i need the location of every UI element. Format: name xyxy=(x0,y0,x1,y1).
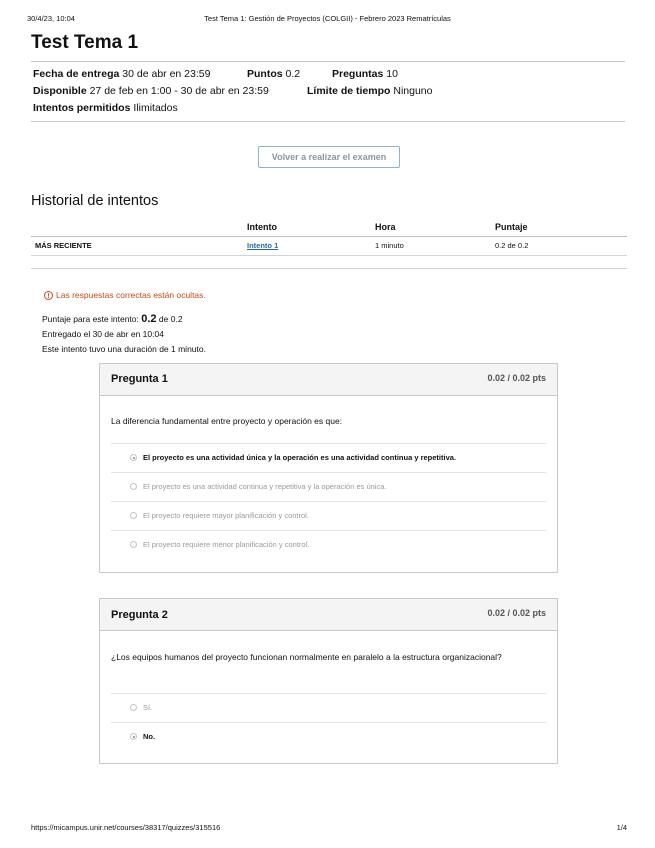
attempt-duration: Este intento tuvo una duración de 1 minuto. xyxy=(42,344,206,354)
answer-option[interactable] xyxy=(111,472,546,501)
question-1 xyxy=(99,363,558,573)
attempt-1-link[interactable]: Intento 1 xyxy=(247,241,279,250)
submitted-date: Entregado el 30 de abr en 10:04 xyxy=(42,329,164,339)
section-divider xyxy=(31,268,627,269)
warning-icon: ! xyxy=(44,291,53,300)
attempts-label: Intentos permitidos xyxy=(33,102,131,114)
questions-value: 10 xyxy=(386,68,398,80)
time-limit xyxy=(307,85,432,97)
answer-option[interactable] xyxy=(111,693,546,722)
time-limit-label: Límite de tiempo xyxy=(307,85,391,97)
history-row-divider xyxy=(31,255,627,256)
due-date xyxy=(33,68,210,80)
page-title: Test Tema 1 xyxy=(31,32,139,53)
due-label: Fecha de entrega xyxy=(33,68,120,80)
print-page-number: 1/4 xyxy=(616,823,627,832)
attempts-value: Ilimitados xyxy=(133,102,178,114)
availability xyxy=(33,85,269,97)
history-row-score: 0.2 de 0.2 xyxy=(495,241,529,250)
history-header-divider xyxy=(31,236,627,237)
answer-option[interactable] xyxy=(111,443,546,472)
radio-icon[interactable] xyxy=(130,483,137,490)
question-text: ¿Los equipos humanos del proyecto funcionan normalmente en paralelo a la estructura organizacional? xyxy=(111,652,502,662)
radio-icon[interactable] xyxy=(130,512,137,519)
question-points: 0.02 / 0.02 pts xyxy=(487,373,546,383)
answer-option[interactable] xyxy=(111,722,546,751)
score-prefix: Puntaje para este intento: xyxy=(42,314,139,324)
question-title: Pregunta 1 xyxy=(111,373,168,385)
radio-selected-icon[interactable] xyxy=(130,454,137,461)
answers-hidden-notice xyxy=(44,290,206,300)
meta-divider xyxy=(31,121,625,122)
due-value: 30 de abr en 23:59 xyxy=(122,68,211,80)
attempts-allowed xyxy=(33,102,178,114)
questions-count xyxy=(332,68,398,80)
print-footer-url: https://micampus.unir.net/courses/38317/quizzes/315516 xyxy=(31,823,221,832)
answer-text: Sí. xyxy=(143,703,153,712)
question-points: 0.02 / 0.02 pts xyxy=(487,608,546,618)
questions-label: Preguntas xyxy=(332,68,384,80)
col-time: Hora xyxy=(375,222,396,232)
answer-text: El proyecto es una actividad única y la operación es una actividad continua y repetitiva. xyxy=(143,453,457,462)
available-label: Disponible xyxy=(33,85,87,97)
question-header xyxy=(100,599,557,631)
time-limit-value: Ninguno xyxy=(393,85,433,97)
available-value: 27 de feb en 1:00 - 30 de abr en 23:59 xyxy=(89,85,269,97)
question-text: La diferencia fundamental entre proyecto y operación es que: xyxy=(111,416,343,426)
question-header xyxy=(100,364,557,396)
col-attempt: Intento xyxy=(247,222,277,232)
question-title: Pregunta 2 xyxy=(111,609,168,621)
points xyxy=(247,68,300,80)
points-value: 0.2 xyxy=(285,68,301,80)
col-score: Puntaje xyxy=(495,222,528,232)
points-label: Puntos xyxy=(247,68,283,80)
history-heading: Historial de intentos xyxy=(31,193,159,209)
history-row-time: 1 minuto xyxy=(375,241,404,250)
score-value: 0.2 xyxy=(141,313,157,325)
question-2 xyxy=(99,598,558,764)
print-datetime: 30/4/23, 10:04 xyxy=(27,14,75,23)
title-divider xyxy=(31,61,625,62)
answer-text: El proyecto requiere menor planificación y control. xyxy=(143,540,310,549)
radio-selected-icon[interactable] xyxy=(130,733,137,740)
radio-icon[interactable] xyxy=(130,541,137,548)
answer-option[interactable] xyxy=(111,530,546,559)
print-doc-title: Test Tema 1: Gestión de Proyectos (COLGII) - Febrero 2023 Rematrículas xyxy=(204,14,451,23)
score-suffix: de 0.2 xyxy=(158,314,183,324)
notice-text: Las respuestas correctas están ocultas. xyxy=(56,290,206,300)
answer-text: El proyecto requiere mayor planificación y control. xyxy=(143,511,309,520)
answer-text: El proyecto es una actividad continua y repetitiva y la operación es única. xyxy=(143,482,387,491)
history-row-label: MÁS RECIENTE xyxy=(35,241,92,250)
radio-icon[interactable] xyxy=(130,704,137,711)
answer-text: No. xyxy=(143,732,156,741)
answer-option[interactable] xyxy=(111,501,546,530)
retake-quiz-button[interactable]: Volver a realizar el examen xyxy=(258,146,400,168)
attempt-score xyxy=(42,313,183,325)
